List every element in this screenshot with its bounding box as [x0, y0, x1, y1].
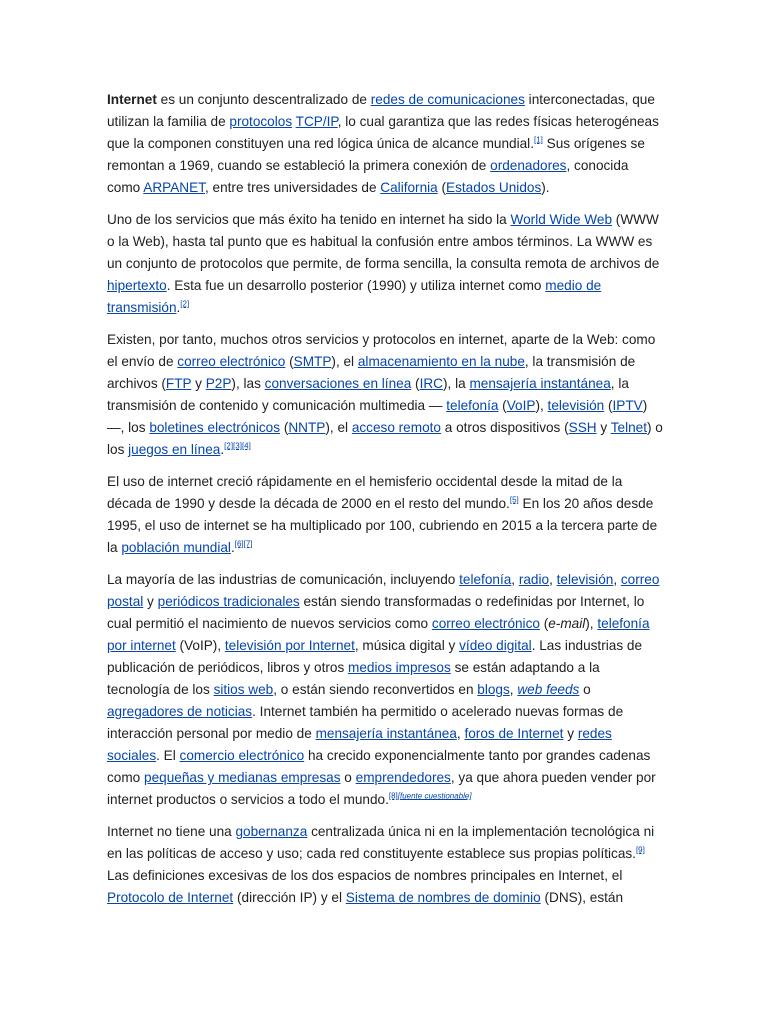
citation [534, 135, 543, 144]
text-run: En los 20 años desde 1995, el uso de internet se ha multiplicado por 100, cubriendo en 2015 a la tercera parte de la [107, 496, 658, 555]
wiki-link[interactable]: vídeo digital [459, 638, 532, 653]
text-run: , la transmisión de contenido y comunicación multimedia — [107, 376, 629, 413]
text-run: ( [437, 180, 447, 195]
text-run: , [549, 572, 557, 587]
text-run: . El [156, 748, 180, 763]
wiki-link[interactable] [517, 682, 579, 697]
wiki-link[interactable]: agregadores de noticias [107, 704, 253, 719]
wiki-link[interactable]: conversaciones en línea [264, 376, 412, 391]
citation [180, 299, 189, 308]
wiki-link[interactable]: ordenadores [490, 158, 567, 173]
citation [235, 539, 253, 548]
text-run: es un conjunto descentralizado de [156, 92, 371, 107]
text-run: , música digital y [354, 638, 460, 653]
wiki-link[interactable]: correo electrónico [177, 354, 286, 369]
wiki-link[interactable]: boletines electrónicos [149, 420, 281, 435]
text-run: ) o los [107, 420, 663, 457]
article-subject: Internet [107, 92, 157, 107]
wiki-link[interactable]: gobernanza [235, 824, 308, 839]
text-run: ), [535, 398, 548, 413]
text-run: , [456, 726, 465, 741]
text-run: , ya que ahora pueden vender por internet productos o servicios a todo el mundo. [107, 770, 656, 807]
wiki-link[interactable]: blogs [477, 682, 510, 697]
citation-link[interactable]: [2] [180, 299, 190, 309]
article-paragraph [107, 821, 663, 909]
text-run: interconectadas, que utilizan la familia de [107, 92, 655, 129]
text-run: ( [285, 354, 294, 369]
text-run: El uso de internet creció rápidamente en el hemisferio occidental desde la mitad de la década de 1990 y desde la década de 2000 en el resto del mundo. [107, 474, 623, 511]
wiki-link-label: web feeds [517, 682, 580, 697]
text-run: Uno de los servicios que más éxito ha tenido en internet ha sido la [107, 212, 511, 227]
wiki-link[interactable]: sitios web [213, 682, 274, 697]
wiki-link[interactable]: protocolos [229, 114, 293, 129]
wiki-link[interactable]: redes sociales [107, 726, 612, 763]
wiki-link[interactable]: Sistema de nombres de dominio [345, 890, 541, 905]
wiki-link[interactable]: medio de transmisión [107, 278, 602, 315]
text-run: )—, los [107, 398, 648, 435]
text-run: ( [411, 376, 420, 391]
text-run: y [143, 594, 158, 609]
wiki-link[interactable]: televisión por Internet [224, 638, 355, 653]
wiki-link[interactable]: televisión [547, 398, 605, 413]
article-paragraph [107, 471, 663, 559]
text-run: ). [541, 180, 550, 195]
wiki-link[interactable]: VoIP [506, 398, 536, 413]
citation-needed-note [398, 791, 472, 800]
dubious-source-link[interactable] [398, 791, 472, 800]
text-run: ), el [325, 420, 352, 435]
text-run: , entre tres universidades de [204, 180, 381, 195]
wiki-link[interactable]: redes de comunicaciones [370, 92, 525, 107]
text-run: Internet no tiene una [107, 824, 236, 839]
wiki-link[interactable]: mensajería instantánea [469, 376, 611, 391]
text-run: están siendo transformadas o redefinidas por Internet, lo cual permitió el nacimiento de nuevos servicios como [107, 594, 645, 631]
text-run: Las definiciones excesivas de los dos espacios de nombres principales en Internet, el [107, 868, 623, 883]
wiki-link[interactable]: almacenamiento en la nube [357, 354, 525, 369]
wiki-link[interactable]: hipertexto [107, 278, 167, 293]
text-run: ( [604, 398, 613, 413]
text-run: . Las industrias de publicación de periódicos, libros y otros [107, 638, 643, 675]
text-run: . [176, 300, 181, 315]
wiki-link[interactable]: World Wide Web [510, 212, 613, 227]
article-paragraph [107, 209, 663, 319]
text-run: ), la [443, 376, 470, 391]
wiki-link[interactable]: foros de Internet [464, 726, 564, 741]
wiki-link[interactable]: periódicos tradicionales [157, 594, 300, 609]
text-run: ), las [231, 376, 265, 391]
text-run: , [509, 682, 518, 697]
text-run: La mayoría de las industrias de comunicación, incluyendo [107, 572, 460, 587]
text-run: (DNS), están [540, 890, 624, 905]
text-run: se están adaptando a la tecnología de los [107, 660, 600, 697]
wiki-link[interactable]: Telnet [610, 420, 647, 435]
text-run: ( [539, 616, 549, 631]
text-run: centralizada única ni en la implementación tecnológica ni en las políticas de acceso y uso; cada red constituyente establece sus propias políticas. [107, 824, 655, 861]
text-run: (WWW o la Web), hasta tal punto que es habitual la confusión entre ambos términos. La WWW es un conjunto de protocolos que permite, de forma sencilla, la consulta remota de archivos de [107, 212, 660, 271]
text-run: , [511, 572, 519, 587]
citation-link[interactable]: [1] [533, 135, 543, 145]
text-run: o [579, 682, 591, 697]
wiki-link[interactable]: P2P [205, 376, 232, 391]
wiki-link[interactable]: IRC [419, 376, 443, 391]
text-run: ( [498, 398, 507, 413]
wiki-link[interactable]: ARPANET [143, 180, 205, 195]
text-run: . [230, 540, 235, 555]
wiki-link[interactable]: medios impresos [348, 660, 451, 675]
text-run: y [191, 376, 206, 391]
citation-link[interactable]: [5] [509, 495, 519, 505]
text-run: , [613, 572, 621, 587]
text-run: Existen, por tanto, muchos otros servicios y protocolos en internet, aparte de la Web: como el envío de [107, 332, 656, 369]
citation [510, 495, 519, 504]
text-run: o [340, 770, 356, 785]
text-run: . Internet también ha permitido o acelerado nuevas formas de interacción personal por medio de [107, 704, 624, 741]
wiki-link[interactable]: TCP/IP [295, 114, 338, 129]
article-paragraph [107, 329, 663, 461]
wiki-link[interactable]: comercio electrónico [179, 748, 305, 763]
wiki-link[interactable]: emprendedores [355, 770, 451, 785]
wiki-link[interactable]: correo electrónico [431, 616, 540, 631]
article-paragraph [107, 569, 663, 811]
text-run: ( [280, 420, 289, 435]
citation [389, 791, 398, 800]
wiki-link[interactable]: televisión [556, 572, 614, 587]
wiki-link[interactable]: radio [518, 572, 550, 587]
wiki-link[interactable]: acceso remoto [351, 420, 441, 435]
wiki-link[interactable]: juegos en línea [128, 442, 221, 457]
article-body [107, 89, 663, 919]
text-run: ), el [331, 354, 358, 369]
wiki-link[interactable]: telefonía [446, 398, 499, 413]
wiki-link[interactable]: IPTV [612, 398, 643, 413]
article-paragraph [107, 89, 663, 199]
text-run: y [563, 726, 578, 741]
citation-link[interactable]: [6][7] [234, 539, 253, 549]
wiki-link[interactable]: California [380, 180, 438, 195]
text-run: , conocida como [107, 158, 629, 195]
text-run: , lo cual garantiza que las redes físicas heterogéneas que la componen constituyen una red lógica única de alcance mundial. [107, 114, 659, 151]
text-run: a otros dispositivos ( [440, 420, 569, 435]
wiki-link[interactable]: telefonía por internet [107, 616, 650, 653]
wiki-link[interactable]: FTP [165, 376, 192, 391]
citation [224, 441, 251, 450]
text-run: , o están siendo reconvertidos en [273, 682, 478, 697]
text-run: (dirección IP) y el [233, 890, 346, 905]
citation [636, 845, 645, 854]
text-run: ha crecido exponencialmente tanto por grandes cadenas como [107, 748, 651, 785]
wiki-link[interactable]: población mundial [121, 540, 231, 555]
wiki-link[interactable]: mensajería instantánea [315, 726, 457, 741]
italic-term: e-mail [548, 616, 586, 631]
text-run: Sus orígenes se remontan a 1969, cuando se estableció la primera conexión de [107, 136, 645, 173]
wiki-link[interactable]: pequeñas y medianas empresas [144, 770, 341, 785]
wiki-link[interactable]: Estados Unidos [446, 180, 542, 195]
citation-link[interactable]: [9] [635, 845, 645, 855]
citation-link[interactable]: [2][3][4] [224, 441, 251, 451]
wiki-link[interactable]: telefonía [459, 572, 512, 587]
text-run: . Esta fue un desarrollo posterior (1990) y utiliza internet como [166, 278, 546, 293]
text-run: . [220, 442, 225, 457]
wiki-link[interactable]: correo postal [107, 572, 660, 609]
dubious-source-label: [fuente cuestionable] [397, 791, 472, 801]
text-run: ), [585, 616, 598, 631]
wiki-link[interactable]: SSH [568, 420, 597, 435]
text-run: y [596, 420, 611, 435]
wiki-link[interactable]: Protocolo de Internet [107, 890, 234, 905]
text-run: , la transmisión de archivos ( [107, 354, 636, 391]
text-run: (VoIP), [175, 638, 225, 653]
wiki-link[interactable]: NNTP [288, 420, 326, 435]
citation-link[interactable]: [8] [388, 791, 398, 801]
wiki-link[interactable]: SMTP [293, 354, 332, 369]
